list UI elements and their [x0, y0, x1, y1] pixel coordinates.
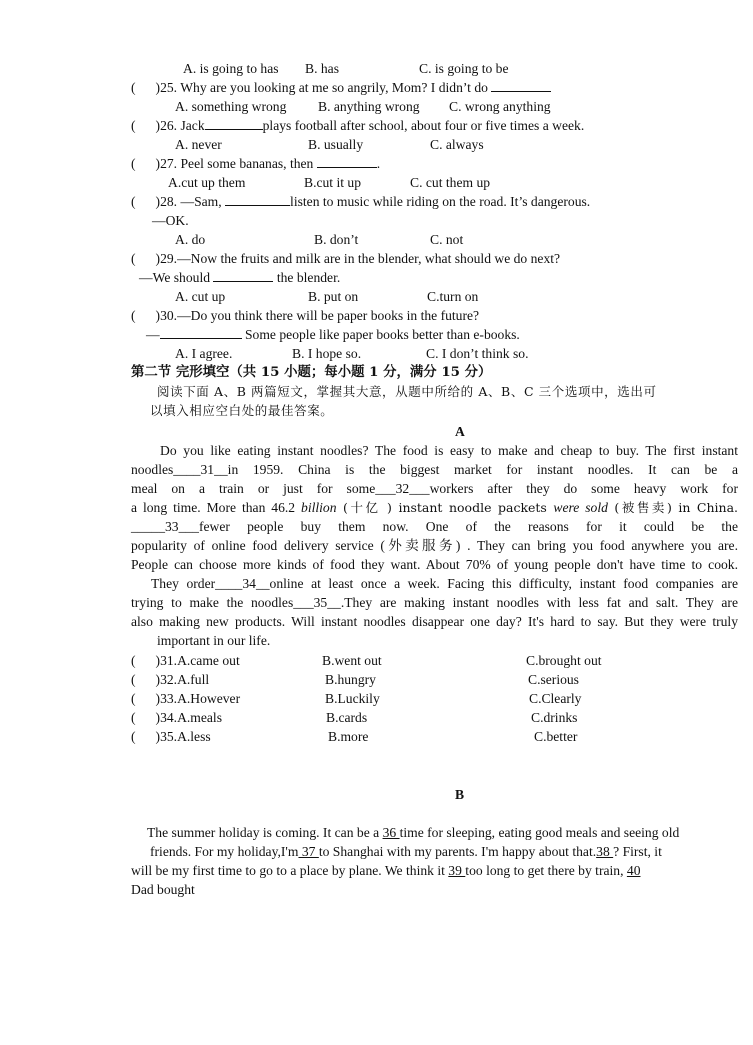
- passage-a-line: Do you like eating instant noodles? The food is easy to make and cheap to buy. The first instant: [160, 443, 738, 458]
- passage-a-line: trying to make the noodles___35__.They are making instant noodles with less fat and salt. They are: [131, 595, 738, 610]
- passage-a-line: also making new products. Will instant noodles disappear one day? It's hard to say. But they were truly: [131, 614, 738, 629]
- question-28: ( )28. —Sam, listen to music while riding on the road. It’s dangerous.: [131, 194, 591, 209]
- q28-option-a: A. do: [175, 232, 206, 247]
- option-row-32: ( )32.A.full: [131, 672, 210, 687]
- question-30: ( )30.—Do you think there will be paper books in the future?: [131, 308, 480, 323]
- q25-option-b: B. anything wrong: [318, 99, 420, 114]
- q29-reply: —We should the blender.: [139, 270, 341, 285]
- passage-a-line: important in our life.: [157, 633, 271, 648]
- passage-b-title: B: [455, 787, 465, 802]
- q24-option-a: A. is going to has: [183, 61, 279, 76]
- passage-a-line: They order____34__online at least once a week. Facing this difficulty, instant food companies are: [151, 576, 738, 591]
- question-27: ( )27. Peel some bananas, then .: [131, 156, 381, 171]
- question-26: ( )26. Jack plays football after school, about four or five times a week.: [131, 118, 585, 133]
- option-row-31: ( )31.A.came out: [131, 653, 240, 668]
- passage-b-line: The summer holiday is coming. It can be a 36 time for sleeping, eating good meals and seeing old: [147, 825, 680, 840]
- q29-option-c: C.turn on: [427, 289, 479, 304]
- section-instruction-cont: 以填入相应空白处的最佳答案。: [150, 403, 334, 418]
- option-row-33: ( )33.A.However: [131, 691, 241, 706]
- q27-option-a: A.cut up them: [168, 175, 246, 190]
- q33-option-b: B.Luckily: [325, 691, 380, 706]
- passage-a-line: _____33___fewer people buy them now. One of the reasons for it could be the: [131, 519, 738, 534]
- q28-reply: —OK.: [152, 213, 189, 228]
- answer-blank: [317, 154, 377, 168]
- q24-option-b: B. has: [305, 61, 339, 76]
- q27-option-b: B.cut it up: [304, 175, 362, 190]
- q30-option-a: A. I agree.: [175, 346, 233, 361]
- question-25: ( )25. Why are you looking at me so angrily, Mom? I didn’t do: [131, 78, 551, 97]
- q33-option-c: C.Clearly: [529, 691, 582, 706]
- q27-option-c: C. cut them up: [410, 175, 491, 190]
- blank-37: 37: [298, 844, 319, 859]
- answer-blank: [213, 268, 273, 282]
- blank-38: 38: [596, 844, 614, 859]
- q31-option-b: B.went out: [322, 653, 382, 668]
- option-row-34: ( )34.A.meals: [131, 710, 222, 725]
- section-heading: 第二节 完形填空（共 15 小题；每小题 1 分，满分 15 分）: [131, 364, 492, 380]
- passage-a-line-4: a long time. More than 46.2 billion (十亿 ) instant noodle packets were sold (被售卖) in China.: [131, 500, 738, 515]
- q30-option-b: B. I hope so.: [292, 346, 362, 361]
- q31-option-c: C.brought out: [526, 653, 602, 668]
- section-instruction: 阅读下面 A、B 两篇短文，掌握其大意，从题中所给的 A、B、C 三个选项中，选出可: [157, 384, 657, 399]
- q32-option-c: C.serious: [528, 672, 579, 687]
- blank-36: 36: [382, 825, 400, 840]
- q25-option-c: C. wrong anything: [449, 99, 551, 114]
- question-29: ( )29.—Now the fruits and milk are in the blender, what should we do next?: [131, 251, 561, 266]
- passage-a-title: A: [455, 424, 465, 439]
- blank-39: 39: [448, 863, 466, 878]
- q30-reply: — Some people like paper books better than e-books.: [146, 327, 520, 342]
- q34-option-c: C.drinks: [531, 710, 578, 725]
- answer-blank: [491, 78, 551, 92]
- q25-option-a: A. something wrong: [175, 99, 287, 114]
- q34-option-b: B.cards: [326, 710, 368, 725]
- q26-option-a: A. never: [175, 137, 222, 152]
- q35-option-b: B.more: [328, 729, 369, 744]
- q32-option-b: B.hungry: [325, 672, 376, 687]
- passage-b-line: friends. For my holiday,I'm 37 to Shanghai with my parents. I'm happy about that.38 ? First, it: [150, 844, 662, 859]
- passage-b-line: Dad bought: [131, 882, 195, 897]
- answer-blank: [205, 116, 263, 130]
- q26-option-b: B. usually: [308, 137, 364, 152]
- q26-option-c: C. always: [430, 137, 484, 152]
- passage-a-line: popularity of online food delivery service (外卖服务) . They can bring you food anywhere you are.: [131, 538, 738, 553]
- q30-option-c: C. I don’t think so.: [426, 346, 529, 361]
- option-row-35: ( )35.A.less: [131, 729, 211, 744]
- passage-a-line: meal on a train or just for some___32___workers after they do some heavy work for: [131, 481, 738, 496]
- passage-a-line: noodles____31__in 1959. China is the biggest market for instant noodles. It can be a: [131, 462, 738, 477]
- question-25-text: Why are you looking at me so angrily, Mom? I didn’t do: [180, 80, 488, 95]
- passage-b-line: will be my first time to go to a place by plane. We think it 39 too long to get there by train, 40: [131, 863, 641, 878]
- q28-option-c: C. not: [430, 232, 464, 247]
- q29-option-a: A. cut up: [175, 289, 226, 304]
- q29-option-b: B. put on: [308, 289, 359, 304]
- answer-blank: [225, 192, 290, 206]
- passage-a-line: People can choose more kinds of food they want. About 70% of young people don't have time to cook.: [131, 557, 738, 572]
- q28-option-b: B. don’t: [314, 232, 359, 247]
- q35-option-c: C.better: [534, 729, 578, 744]
- blank-40: 40: [626, 863, 641, 878]
- q24-option-c: C. is going to be: [419, 61, 509, 76]
- answer-blank: [160, 325, 242, 339]
